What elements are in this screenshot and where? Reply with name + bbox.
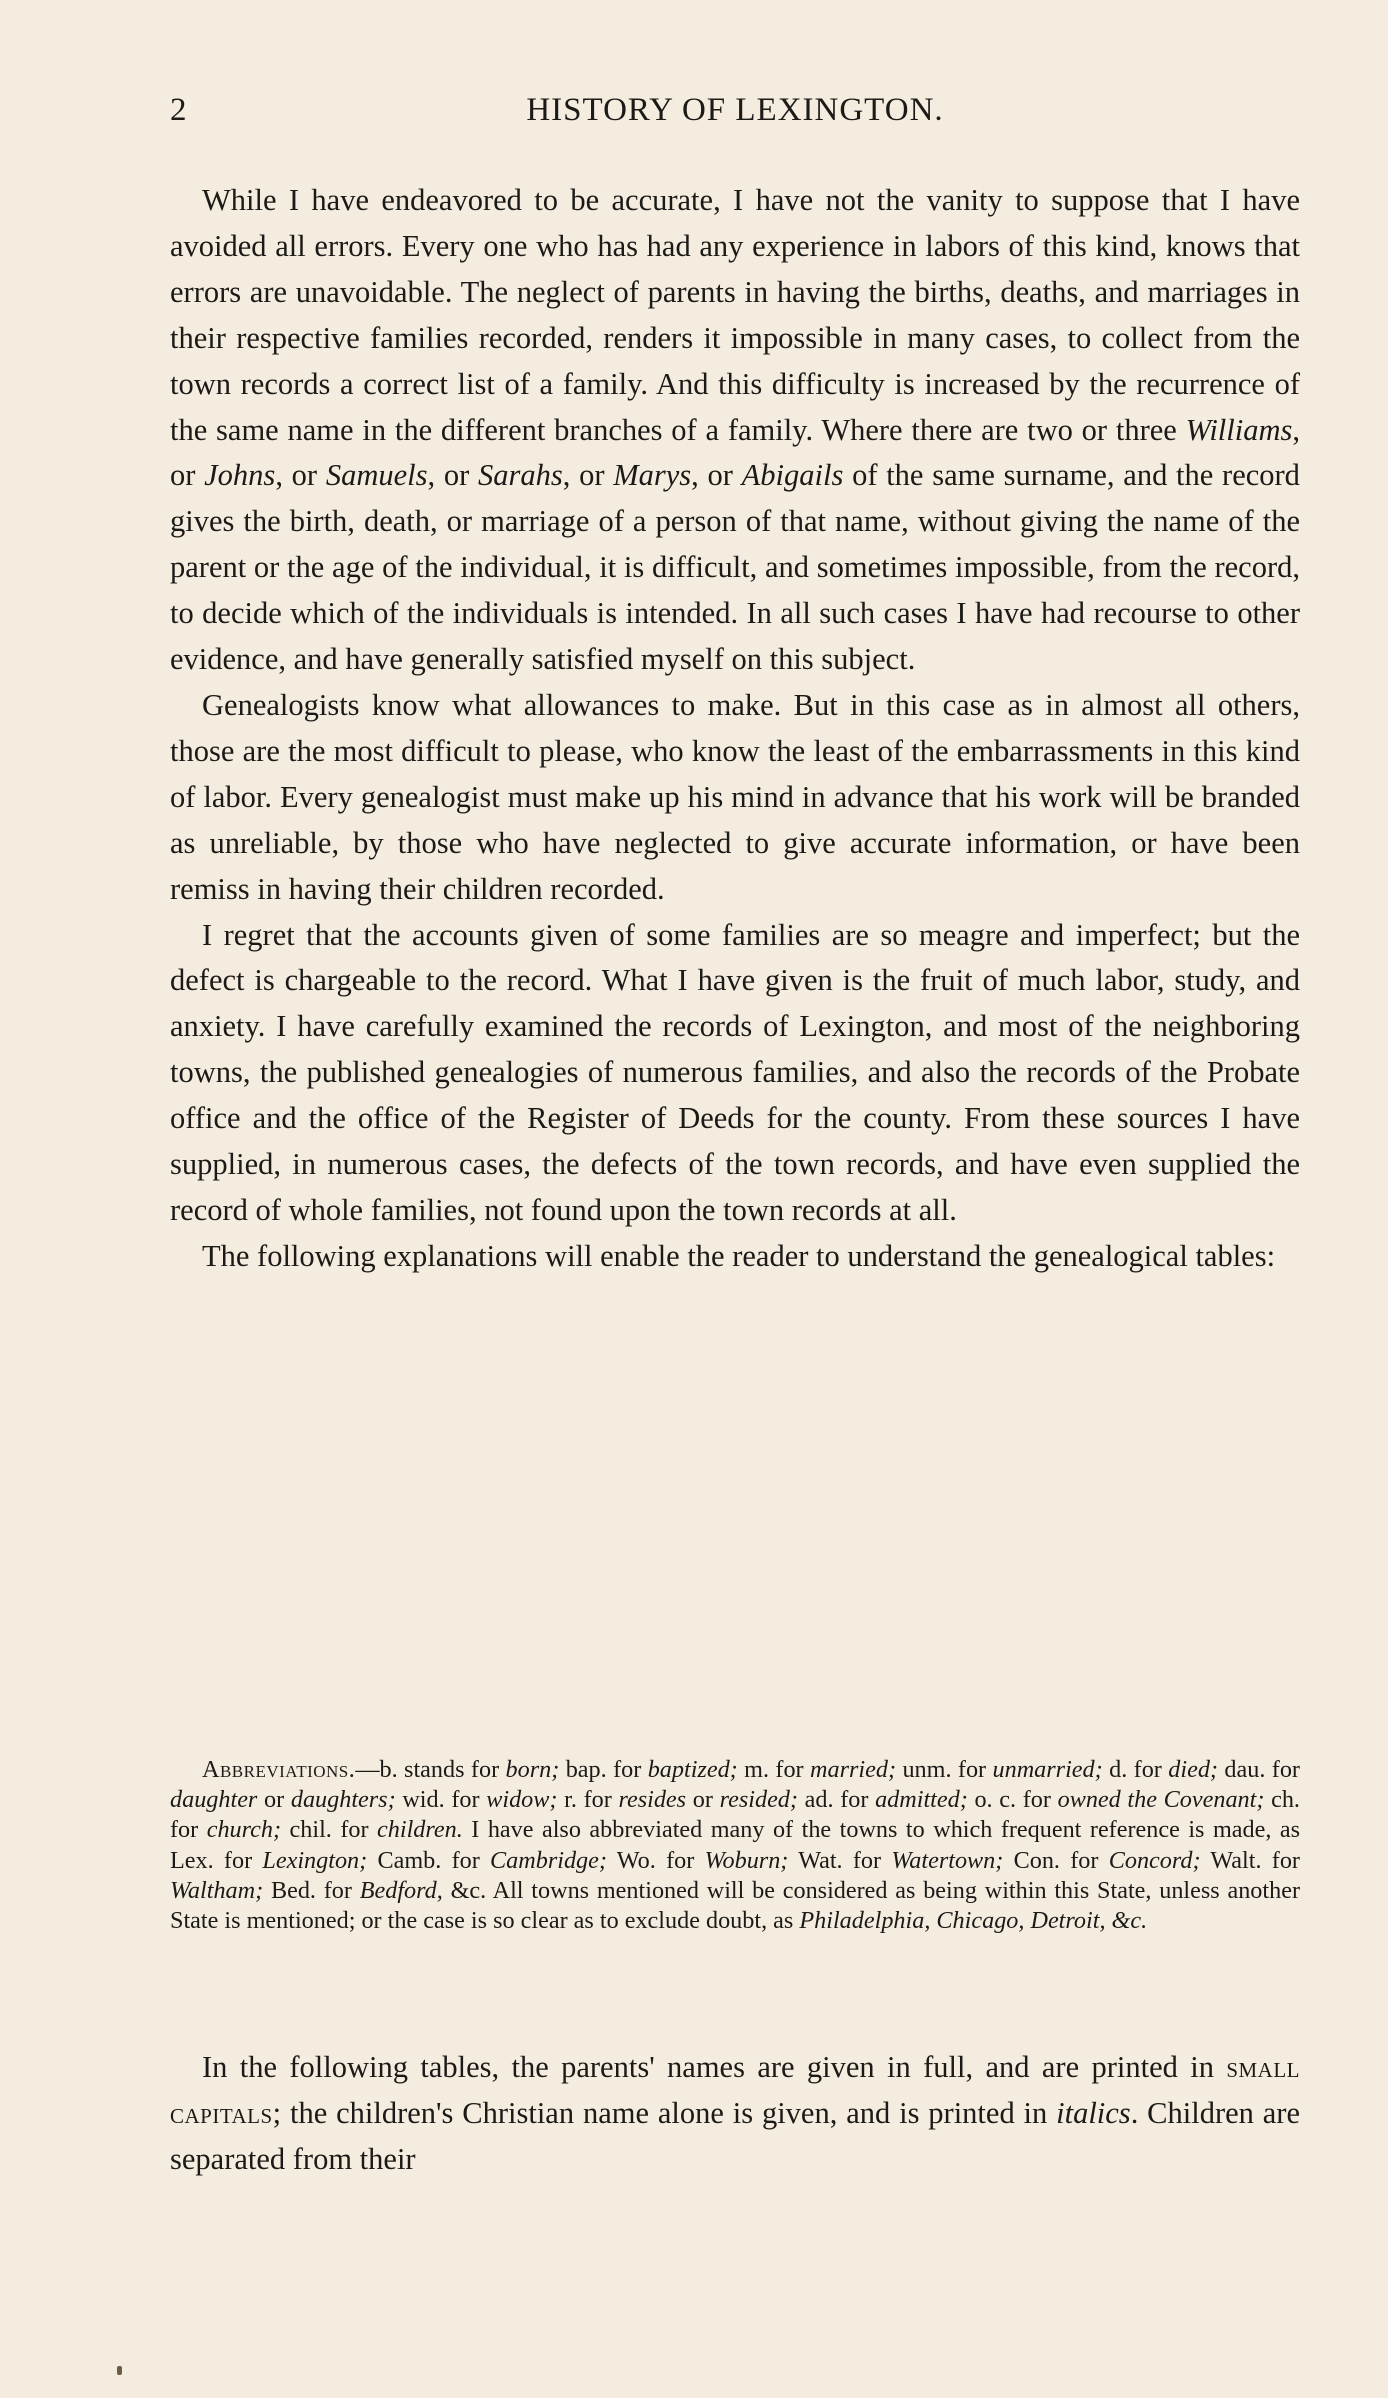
note-text: bap. for [559,1756,648,1783]
italic-town: Lexington; [262,1846,368,1874]
italic-term: church; [206,1816,282,1844]
paragraph-regret: I regret that the accounts given of some families are so meagre and imperfect; but the defect is chargeable to the record. What I have given is the fruit of much labor, study, and anxiety. I have carefully examined the records of Lexington, and most of the neighboring towns, the published genealogies of numerous families, and also the records of the Probate office and the office of the Register of Deeds for the county. From these sources I have supplied, in numerous cases, the defects of the town records, and have even supplied the record of whole families, not found upon the town records at all. [170,917,1300,1227]
abbreviations-note [170,1755,1300,1936]
paragraph-accuracy [170,178,1300,683]
italic-term: died; [1168,1756,1218,1783]
main-text [170,178,1300,1280]
note-text: wid. for [395,1786,487,1814]
separator: , or [427,458,478,493]
italic-term: baptized; [647,1756,738,1783]
abbreviations-heading: Abbreviations. [202,1756,356,1783]
note-text: —b. stands for [355,1756,506,1783]
note-text: Wat. for [788,1846,892,1874]
note-text: Camb. for [367,1846,491,1874]
note-text: I have also abbreviated many of the towns to which frequent reference is made, as Lex. for [170,1816,1301,1874]
note-text: Con. for [1003,1846,1109,1874]
running-title: HISTORY OF LEXINGTON. [526,92,944,128]
italic-term: daughters; [290,1786,396,1814]
italic-term: resides [618,1786,687,1814]
paragraph-text: of the same surname, and the record gives the birth, death, or marriage of a person of that name, without giving the name of the parent or the age of the individual, it is difficult, and sometimes impossible, from the record, to decide which of the individuals is intended. In all such cases I have had recourse to other evidence, and have generally satisfied myself on this subject. [170,458,1300,677]
italic-town: Philadelphia, Chicago, Detroit, &c. [799,1907,1148,1935]
italic-name: Williams [1185,412,1293,447]
italic-term: admitted; [875,1786,968,1814]
note-text: dau. for [1217,1756,1300,1783]
note-text: &c. All towns mentioned will be considered as being within this State, unless another State is mentioned; or the case is so clear as to exclude doubt, as [170,1876,1300,1935]
italic-town: Watertown; [891,1846,1004,1874]
note-text: o. c. for [967,1786,1058,1814]
italic-town: Bedford, [359,1876,443,1904]
italic-term: unmarried; [992,1756,1103,1783]
abbreviations-paragraph [170,1755,1300,1936]
note-text: unm. for [896,1756,993,1783]
paragraph-text: . Children are separated from their [170,2095,1300,2176]
note-text: r. for [557,1786,619,1814]
separator: , or [691,458,742,493]
italic-term: children. [377,1816,463,1844]
separator: , or [562,458,614,493]
paragraph-explanations: The following explanations will enable the reader to understand the genealogical tables: [202,1238,1276,1273]
paragraph-tables [170,2045,1300,2183]
separator: , or [275,458,326,493]
note-text: m. for [737,1756,811,1783]
note-text: or [257,1786,291,1814]
paper-speck [117,2366,122,2375]
italic-town: Waltham; [170,1876,264,1904]
note-text: Walt. for [1200,1846,1300,1874]
italic-town: Cambridge; [490,1846,607,1874]
note-text: chil. for [281,1816,378,1844]
italic-term: daughter [170,1786,258,1814]
italic-term: born; [505,1756,560,1783]
note-text: Wo. for [606,1846,705,1874]
paragraph-genealogists: Genealogists know what allowances to make. But in this case as in almost all others, those are the most difficult to please, who know the least of the embarrassments in this kind of labor. Every genealogist must make up his mind in advance that his work will be branded as unreliable, by those who have neglected to give accurate information, or have been remiss in having their children recorded. [170,687,1300,906]
separator: , or [170,412,1300,493]
closing-text [170,2045,1300,2183]
italic-name: Johns [204,458,276,493]
italic-town: Concord; [1108,1846,1201,1874]
page-header [170,92,1300,136]
small-caps-text: small capitals [170,2050,1300,2130]
italic-name: Sarahs [477,458,563,493]
italic-term: resided; [719,1786,798,1814]
page-number: 2 [170,92,188,128]
italic-text: italics [1056,2095,1131,2130]
paragraph-text: ; the children's Christian name alone is given, and is printed in [272,2095,1057,2130]
italic-name: Marys [613,458,692,493]
italic-name: Abigails [741,458,844,493]
italic-term: widow; [486,1786,558,1814]
note-text: Bed. for [263,1876,360,1904]
paragraph-text: In the following tables, the parents' names are given in full, and are printed in [202,2050,1227,2084]
italic-name: Samuels [325,458,428,493]
italic-term: owned the Covenant; [1057,1786,1265,1814]
italic-town: Woburn; [704,1846,789,1874]
note-text: d. for [1102,1756,1169,1783]
italic-term: married; [810,1756,897,1783]
paragraph-text: While I have endeavored to be accurate, I have not the vanity to suppose that I have avoided all errors. Every one who has had any experience in labors of this kind, knows that errors are unavoidable. The neglect of parents in having the births, deaths, and marriages in their respective families recorded, renders it impossible in many cases, to collect from the town records a correct list of a family. And this difficulty is increased by the recurrence of the same name in the different branches of a family. Where there are two or three [170,183,1300,447]
note-text: ch. for [170,1786,1300,1844]
note-text: or [686,1786,720,1814]
note-text: ad. for [797,1786,876,1814]
